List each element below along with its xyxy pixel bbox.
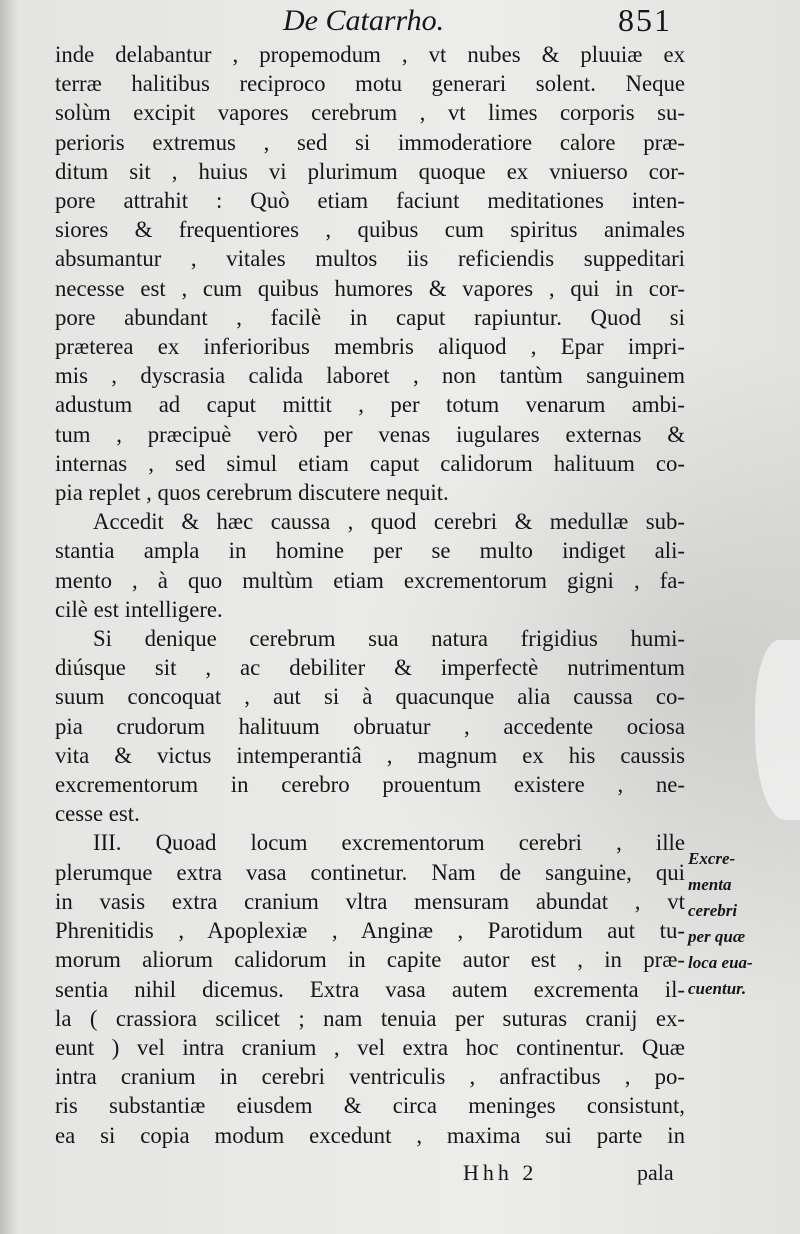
text-line: terræ halitibus reciproco motu generari solent. Neque bbox=[55, 71, 685, 97]
text-line: diúsque sit , ac debiliter & imperfectè nutrimentum bbox=[55, 655, 685, 681]
catchword: pala bbox=[637, 1160, 674, 1185]
page-number: 851 bbox=[618, 2, 672, 38]
text-line: adustum ad caput mittit , per totum venarum ambi- bbox=[55, 392, 685, 418]
text-line: cilè est intelligere. bbox=[55, 596, 223, 622]
text-line: intra cranium in cerebri ventriculis , anfractibus , po- bbox=[55, 1064, 685, 1090]
marginal-note-line: Excre- bbox=[688, 849, 736, 868]
paper-stain bbox=[755, 640, 800, 820]
text-line: suum concoquat , aut si à quacunque alia caussa co- bbox=[55, 684, 685, 710]
text-line: pia crudorum halituum obruatur , accedente ociosa bbox=[55, 713, 685, 739]
text-line: vita & victus intemperantiâ , magnum ex his caussis bbox=[55, 742, 685, 768]
main-text-block bbox=[55, 40, 685, 1150]
text-line: mis , dyscrasia calida laboret , non tantùm sanguinem bbox=[55, 363, 685, 389]
text-line: sentia nihil dicemus. Extra vasa autem excrementa il- bbox=[55, 976, 685, 1002]
text-line: pore abundant , facilè in caput rapiuntur. Quod si bbox=[55, 304, 685, 330]
text-line: solùm excipit vapores cerebrum , vt limes corporis su- bbox=[55, 100, 685, 126]
text-line: pore attrahit : Quò etiam faciunt meditationes inten- bbox=[55, 188, 685, 214]
text-line: mento , à quo multùm etiam excrementorum gigni , fa- bbox=[55, 567, 685, 593]
signature-mark: Hhh 2 bbox=[463, 1160, 538, 1185]
text-line: necesse est , cum quibus humores & vapores , qui in cor- bbox=[55, 275, 685, 301]
text-line: siores & frequentiores , quibus cum spiritus animales bbox=[55, 217, 685, 243]
text-line: præterea ex inferioribus membris aliquod , Epar impri- bbox=[55, 334, 685, 360]
text-line: morum aliorum calidorum in capite autor est , in præ- bbox=[55, 947, 685, 973]
paragraph-first-line: Accedit & hæc caussa , quod cerebri & medullæ sub- bbox=[93, 509, 685, 535]
text-line: stantia ampla in homine per se multo indiget ali- bbox=[55, 538, 685, 564]
text-line: eunt ) vel intra cranium , vel extra hoc continentur. Quæ bbox=[55, 1034, 685, 1060]
text-line: excrementorum in cerebro prouentum existere , ne- bbox=[55, 772, 685, 798]
marginal-note-line: per quæ bbox=[688, 927, 746, 946]
text-line: plerumque extra vasa continetur. Nam de sanguine, qui bbox=[55, 859, 685, 885]
text-line: ditum sit , huius vi plurimum quoque ex vniuerso cor- bbox=[55, 158, 685, 184]
text-line: cesse est. bbox=[55, 801, 140, 827]
page-header bbox=[0, 2, 800, 40]
text-line: absumantur , vitales multos iis reficiendis suppeditari bbox=[55, 246, 685, 272]
text-line: ea si copia modum excedunt , maxima sui parte in bbox=[55, 1122, 685, 1148]
page-footer bbox=[0, 1160, 800, 1190]
text-line: in vasis extra cranium vltra mensuram abundat , vt bbox=[55, 888, 685, 914]
paragraph-first-line: Si denique cerebrum sua natura frigidius humi- bbox=[93, 626, 685, 652]
text-line: internas , sed simul etiam caput calidorum halituum co- bbox=[55, 450, 685, 476]
running-title: De Catarrho. bbox=[283, 4, 445, 37]
marginal-note-line: menta bbox=[688, 875, 732, 894]
text-line: perioris extremus , sed si immoderatiore calore præ- bbox=[55, 129, 685, 155]
marginal-note-line: cerebri bbox=[688, 901, 738, 920]
text-line: ris substantiæ eiusdem & circa meninges consistunt, bbox=[55, 1093, 685, 1119]
paragraph-first-line: III. Quoad locum excrementorum cerebri , ille bbox=[93, 830, 685, 856]
marginal-note-line: cuentur. bbox=[688, 979, 747, 998]
text-line: tum , præcipuè verò per venas iugulares externas & bbox=[55, 421, 685, 447]
text-line: inde delabantur , propemodum , vt nubes & pluuiæ ex bbox=[55, 42, 685, 67]
marginal-note-line: loca eua- bbox=[688, 953, 753, 972]
marginal-note bbox=[688, 846, 798, 1002]
text-line: pia replet , quos cerebrum discutere nequit. bbox=[55, 480, 449, 506]
text-line: la ( crassiora scilicet ; nam tenuia per suturas cranij ex- bbox=[55, 1005, 685, 1031]
text-line: Phrenitidis , Apoplexiæ , Anginæ , Parotidum aut tu- bbox=[55, 918, 685, 944]
